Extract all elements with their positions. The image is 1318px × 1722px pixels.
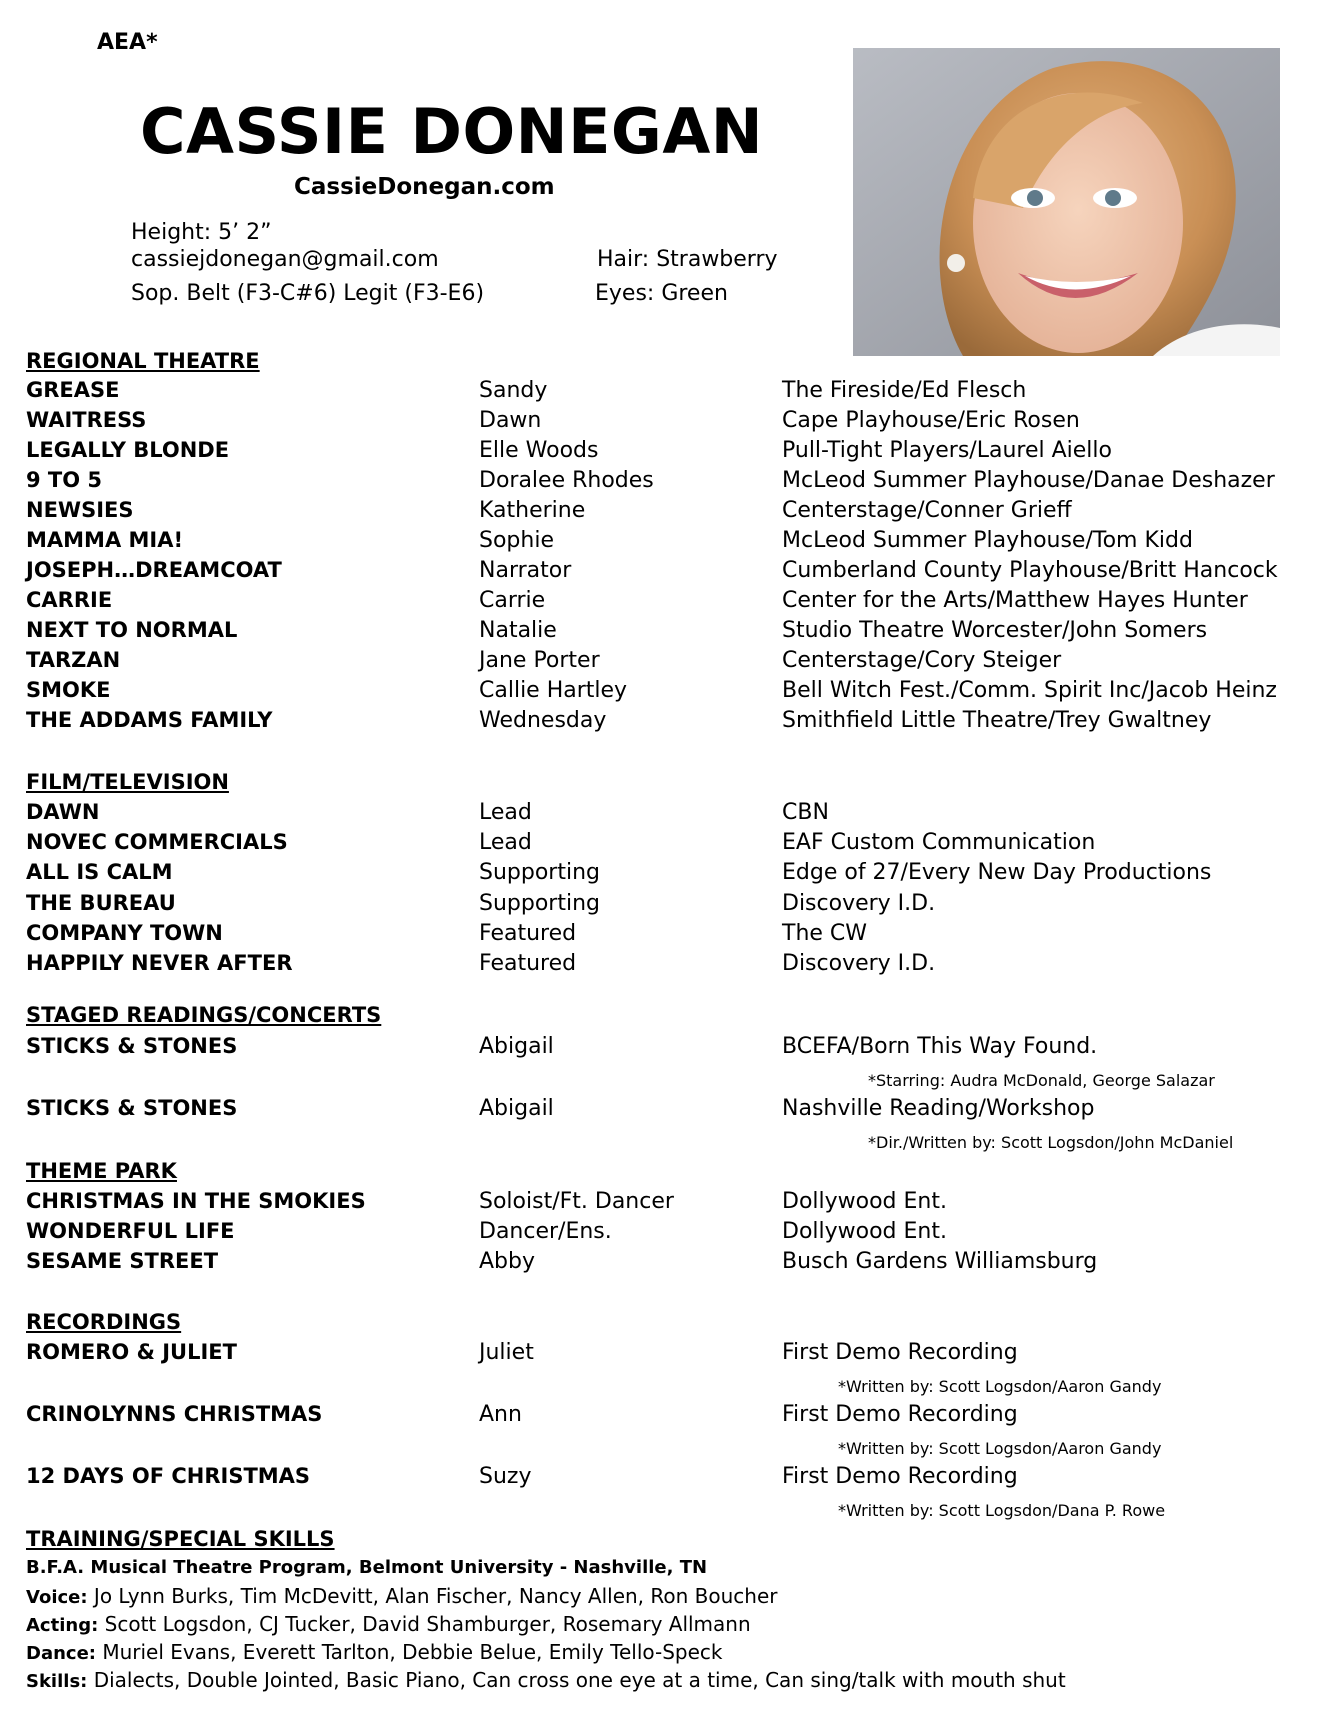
show-title: HAPPILY NEVER AFTER (26, 951, 293, 975)
role: Wednesday (479, 708, 607, 733)
show-title: TARZAN (26, 648, 121, 672)
role: Natalie (479, 618, 557, 643)
training-text: Scott Logsdon, CJ Tucker, David Shamburger, Rosemary Allmann (98, 1612, 751, 1636)
table-row (26, 1219, 1318, 1249)
venue: First Demo Recording (782, 1402, 1018, 1427)
training-text: Muriel Evans, Everett Tarlton, Debbie Belue, Emily Tello-Speck (95, 1640, 723, 1664)
venue: Dollywood Ent. (782, 1219, 947, 1244)
table-row (26, 860, 1318, 890)
show-title: CHRISTMAS IN THE SMOKIES (26, 1189, 366, 1213)
role: Juliet (479, 1340, 534, 1365)
show-title: SESAME STREET (26, 1249, 219, 1273)
table-row (26, 1402, 1318, 1432)
show-title: GREASE (26, 378, 120, 402)
venue: EAF Custom Communication (782, 830, 1096, 855)
table-row (26, 1340, 1318, 1370)
show-title: ROMERO & JULIET (26, 1340, 237, 1364)
union-affiliation: AEA* (97, 30, 158, 55)
venue: Smithfield Little Theatre/Trey Gwaltney (782, 708, 1212, 733)
section-heading-theme-park: THEME PARK (26, 1159, 177, 1183)
show-title: MAMMA MIA! (26, 528, 184, 552)
venue: The CW (782, 921, 868, 946)
training-line (26, 1612, 751, 1636)
actor-name: CASSIE DONEGAN (140, 95, 764, 168)
table-row (26, 408, 1318, 438)
email-link[interactable]: cassiejdonegan@gmail.com (131, 247, 439, 272)
role: Suzy (479, 1464, 532, 1489)
venue: McLeod Summer Playhouse/Tom Kidd (782, 528, 1193, 553)
venue: Centerstage/Cory Steiger (782, 648, 1062, 673)
show-title: CRINOLYNNS CHRISTMAS (26, 1402, 323, 1426)
table-row (26, 1034, 1318, 1064)
section-heading-film: FILM/TELEVISION (26, 770, 229, 794)
table-row (26, 558, 1318, 588)
role: Doralee Rhodes (479, 468, 654, 493)
training-school: B.F.A. Musical Theatre Program, Belmont University - Nashville, TN (26, 1557, 708, 1578)
venue: Studio Theatre Worcester/John Somers (782, 618, 1208, 643)
show-title: LEGALLY BLONDE (26, 438, 230, 462)
venue: Centerstage/Conner Grieff (782, 498, 1072, 523)
table-row (26, 1096, 1318, 1126)
venue: Cumberland County Playhouse/Britt Hancock (782, 558, 1278, 583)
venue: First Demo Recording (782, 1340, 1018, 1365)
table-row (26, 468, 1318, 498)
venue: First Demo Recording (782, 1464, 1018, 1489)
height-info: Height: 5’ 2” (131, 220, 272, 245)
show-title: THE BUREAU (26, 891, 176, 915)
training-label: Skills: (26, 1671, 88, 1692)
headshot-photo (853, 48, 1280, 356)
section-heading-staged: STAGED READINGS/CONCERTS (26, 1003, 382, 1027)
show-title: CARRIE (26, 588, 113, 612)
role: Abby (479, 1249, 535, 1274)
training-line (26, 1584, 777, 1608)
role: Sophie (479, 528, 554, 553)
venue: Busch Gardens Williamsburg (782, 1249, 1098, 1274)
venue: Center for the Arts/Matthew Hayes Hunter (782, 588, 1248, 613)
show-title: NEWSIES (26, 498, 134, 522)
credit-note: *Dir./Written by: Scott Logsdon/John McDaniel (868, 1133, 1234, 1152)
role: Sandy (479, 378, 548, 403)
show-title: WONDERFUL LIFE (26, 1219, 235, 1243)
table-row (26, 498, 1318, 528)
role: Abigail (479, 1096, 554, 1121)
training-line (26, 1640, 722, 1664)
credit-note: *Starring: Audra McDonald, George Salazar (868, 1071, 1215, 1090)
venue: The Fireside/Ed Flesch (782, 378, 1027, 403)
table-row (26, 528, 1318, 558)
credit-note: *Written by: Scott Logsdon/Aaron Gandy (838, 1377, 1162, 1396)
show-title: ALL IS CALM (26, 860, 173, 884)
section-heading-training: TRAINING/SPECIAL SKILLS (26, 1527, 335, 1551)
training-text: Jo Lynn Burks, Tim McDevitt, Alan Fischer, Nancy Allen, Ron Boucher (87, 1584, 778, 1608)
table-row (26, 648, 1318, 678)
role: Elle Woods (479, 438, 599, 463)
training-label: Acting: (26, 1615, 99, 1636)
venue: Bell Witch Fest./Comm. Spirit Inc/Jacob Heinz (782, 678, 1277, 703)
role: Featured (479, 951, 577, 976)
role: Jane Porter (479, 648, 600, 673)
show-title: STICKS & STONES (26, 1034, 238, 1058)
show-title: 9 TO 5 (26, 468, 103, 492)
role: Katherine (479, 498, 586, 523)
training-label: Dance: (26, 1643, 96, 1664)
show-title: WAITRESS (26, 408, 147, 432)
table-row (26, 378, 1318, 408)
show-title: STICKS & STONES (26, 1096, 238, 1120)
show-title: 12 DAYS OF CHRISTMAS (26, 1464, 311, 1488)
role: Soloist/Ft. Dancer (479, 1189, 674, 1214)
table-row (26, 1464, 1318, 1494)
venue: Pull-Tight Players/Laurel Aiello (782, 438, 1112, 463)
credit-note: *Written by: Scott Logsdon/Aaron Gandy (838, 1439, 1162, 1458)
show-title: DAWN (26, 800, 100, 824)
role: Supporting (479, 860, 600, 885)
table-row (26, 618, 1318, 648)
voice-range: Sop. Belt (F3-C#6) Legit (F3-E6) (131, 281, 485, 306)
table-row (26, 438, 1318, 468)
venue: Cape Playhouse/Eric Rosen (782, 408, 1080, 433)
role: Carrie (479, 588, 546, 613)
section-heading-regional: REGIONAL THEATRE (26, 349, 260, 373)
role: Abigail (479, 1034, 554, 1059)
section-heading-recordings: RECORDINGS (26, 1310, 182, 1334)
role: Ann (479, 1402, 522, 1427)
venue: McLeod Summer Playhouse/Danae Deshazer (782, 468, 1275, 493)
table-row (26, 1249, 1318, 1279)
role: Narrator (479, 558, 572, 583)
venue: Discovery I.D. (782, 891, 936, 916)
role: Lead (479, 800, 532, 825)
table-row (26, 1189, 1318, 1219)
venue: Nashville Reading/Workshop (782, 1096, 1095, 1121)
venue: Dollywood Ent. (782, 1189, 947, 1214)
table-row (26, 800, 1318, 830)
website-link[interactable]: CassieDonegan.com (294, 174, 555, 200)
role: Callie Hartley (479, 678, 628, 703)
training-label: Voice: (26, 1587, 88, 1608)
role: Featured (479, 921, 577, 946)
show-title: JOSEPH…DREAMCOAT (26, 558, 282, 582)
show-title: NOVEC COMMERCIALS (26, 830, 288, 854)
training-text: Dialects, Double Jointed, Basic Piano, Can cross one eye at a time, Can sing/talk with mouth shut (87, 1668, 1066, 1692)
role: Dancer/Ens. (479, 1219, 612, 1244)
venue: Edge of 27/Every New Day Productions (782, 860, 1212, 885)
role: Dawn (479, 408, 542, 433)
venue: BCEFA/Born This Way Found. (782, 1034, 1098, 1059)
table-row (26, 951, 1318, 981)
table-row (26, 830, 1318, 860)
show-title: THE ADDAMS FAMILY (26, 708, 273, 732)
venue: Discovery I.D. (782, 951, 936, 976)
table-row (26, 708, 1318, 738)
hair-info: Hair: Strawberry (597, 247, 778, 272)
show-title: SMOKE (26, 678, 111, 702)
eyes-info: Eyes: Green (595, 281, 728, 306)
table-row (26, 891, 1318, 921)
venue: CBN (782, 800, 829, 825)
table-row (26, 588, 1318, 618)
table-row (26, 678, 1318, 708)
show-title: COMPANY TOWN (26, 921, 223, 945)
table-row (26, 921, 1318, 951)
role: Supporting (479, 891, 600, 916)
show-title: NEXT TO NORMAL (26, 618, 238, 642)
training-line (26, 1668, 1066, 1692)
role: Lead (479, 830, 532, 855)
credit-note: *Written by: Scott Logsdon/Dana P. Rowe (838, 1501, 1166, 1520)
